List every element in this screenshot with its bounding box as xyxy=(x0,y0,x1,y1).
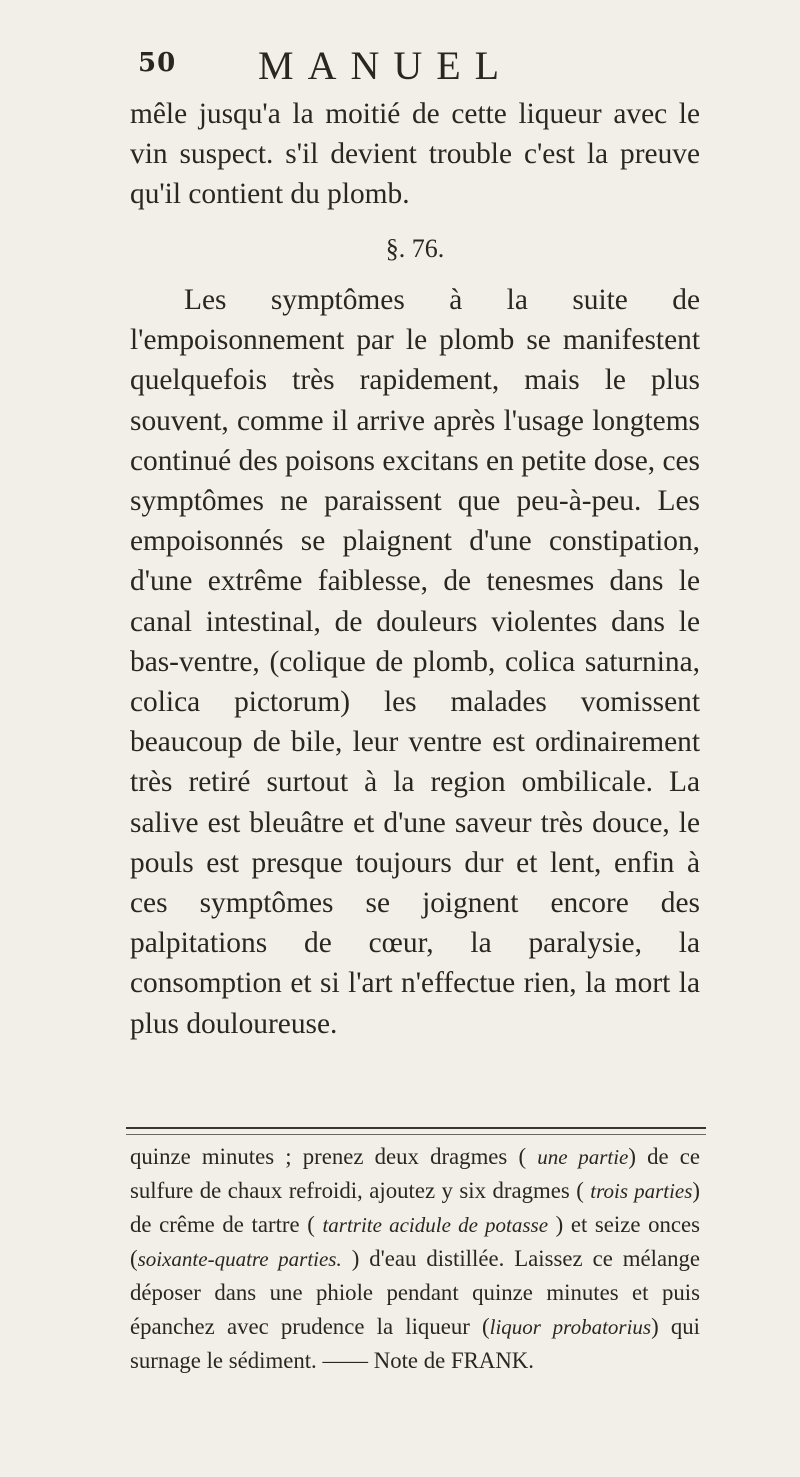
footnote-text: ) qui surnage le sédiment. —— Note de FRANK. xyxy=(130,1314,700,1373)
paragraph-symptoms: Les symptômes à la suite de l'empoisonnement par le plomb se manifestent quelquefois très rapidement, mais le plus souvent, comme il arrive après l'usage longtems continué des poisons excitans en petite dose, ces symptômes ne paraissent que peu-à-peu. Les empoisonnés se plaignent d'une constipation, d'une extrême faiblesse, de tenesmes dans le canal intestinal, de douleurs violentes dans le bas-ventre, (colique de plomb, colica saturnina, colica pictorum) les malades vomissent beaucoup de bile, leur ventre est ordinairement très retiré surtout à la region ombilicale. La salive est bleuâtre et d'une saveur très douce, le pouls est presque toujours dur et lent, enfin à ces symptômes se joignent encore des palpitations de cœur, la paralysie, la consomption et si l'art n'effectue rien, la mort la plus douloureuse. xyxy=(130,284,700,1040)
footnote-text: quinze minutes ; prenez deux dragmes ( xyxy=(130,1144,527,1169)
page-number: 50 xyxy=(138,48,177,78)
footnote-text: ) de crême de tartre ( xyxy=(130,1178,700,1237)
section-number: §. 76. xyxy=(385,234,445,263)
paragraph-continued: mêle jusqu'a la moitié de cette liqueur avec le vin suspect. s'il devient trouble c'est la preuve qu'il contient du plomb. xyxy=(130,98,700,211)
footnote-italic: liquor probatorius xyxy=(489,1315,652,1339)
footnote-separator-thin xyxy=(126,1134,706,1135)
page-header xyxy=(138,43,678,88)
footnote-italic: tartrite acidule de potasse xyxy=(322,1213,549,1237)
running-title: MANUEL xyxy=(258,43,514,88)
footnote-text: ) et seize onces ( xyxy=(130,1212,700,1271)
footnote-separator xyxy=(126,1127,706,1129)
footnote-italic: trois parties xyxy=(590,1179,693,1203)
footnote xyxy=(130,1140,700,1378)
footnote-italic: une partie xyxy=(537,1145,629,1169)
footnote-italic: soixante-quatre parties. xyxy=(137,1247,342,1271)
footnote-text: ) de ce sulfure de chaux refroidi, ajoutez y six dragmes ( xyxy=(130,1144,701,1203)
footnote-text: ) d'eau distillée. Laissez ce mélange déposer dans une phiole pendant quinze minutes et puis épanchez avec prudence la liqueur ( xyxy=(130,1246,701,1339)
